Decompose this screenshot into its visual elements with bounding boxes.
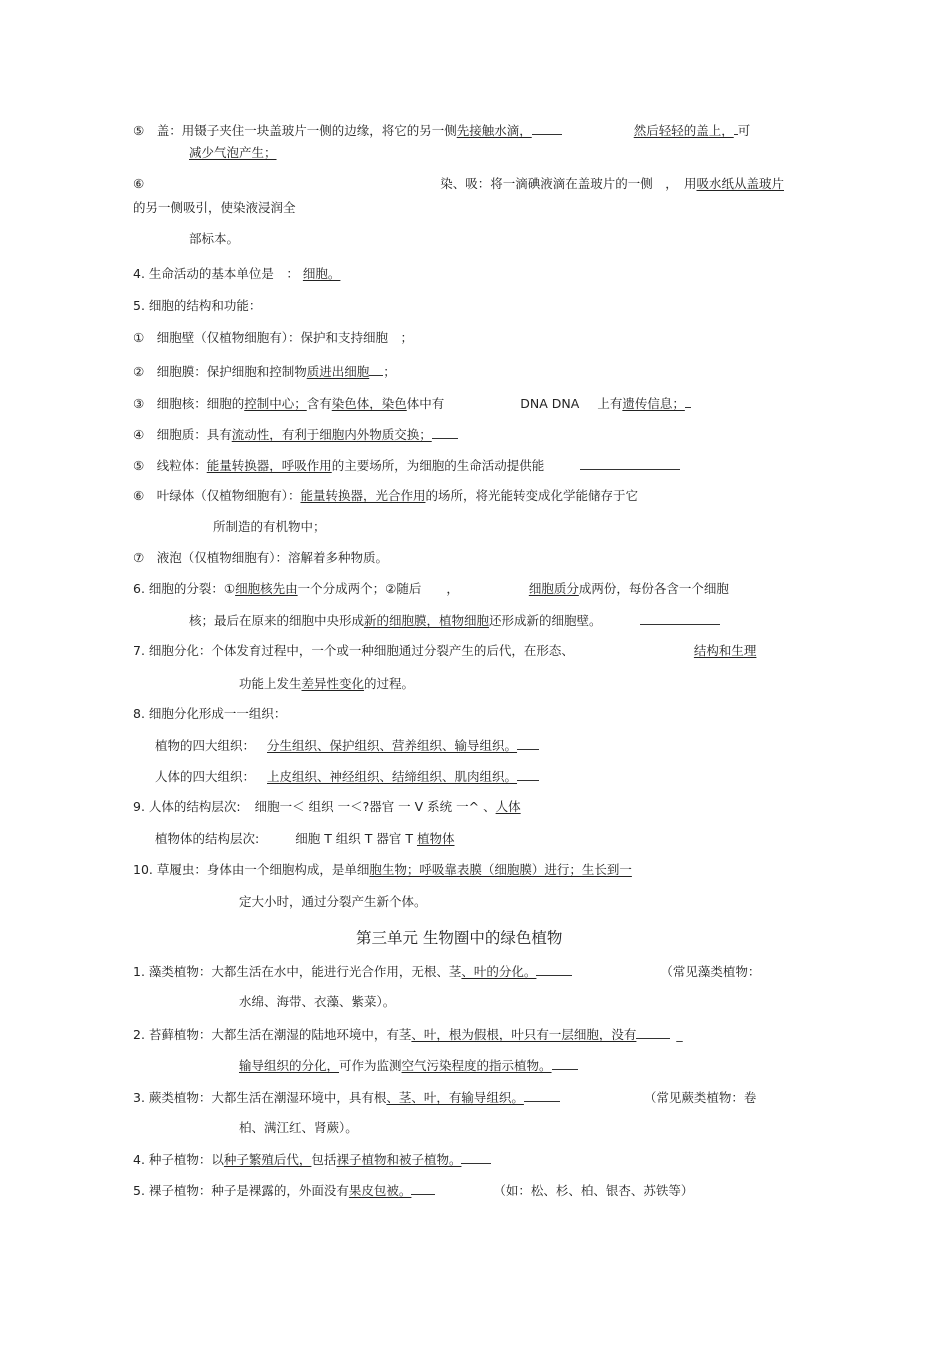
item-8 (133, 706, 286, 722)
item-7-cont (239, 676, 414, 692)
underlined-text: 新的细胞膜，植物细胞 (364, 613, 490, 628)
underlined-text: 质进出细胞 (306, 364, 370, 379)
text: 水绵、海带、衣藻、紫菜）。 (239, 994, 396, 1009)
text: 所制造的有机物中； (213, 519, 326, 534)
item-10-cont (239, 894, 427, 910)
text: 3. 蕨类植物：大都生活在潮湿环境中，具有根 (133, 1090, 387, 1105)
underlined-text: 、茎、叶，有输导组织。 (386, 1090, 524, 1105)
item-9-plant (155, 831, 454, 847)
underlined-text: 分生组织、保护组织、营养组织、输导组织。 (267, 738, 518, 753)
unit3-item-4 (133, 1151, 491, 1168)
text: 8. 细胞分化形成一一组织： (133, 706, 287, 721)
answer-blank (636, 1026, 670, 1039)
text: 部标本。 (189, 231, 240, 246)
unit3-item-2-cont (239, 1057, 578, 1074)
line-step5-cont (189, 145, 277, 161)
text: （常见蕨类植物：卷 (643, 1090, 757, 1105)
item-5-cytoplasm (133, 426, 458, 443)
line-step6-stain (133, 176, 784, 192)
item-7 (133, 643, 756, 659)
text: 细胞一＜ 组织 一＜?器官 一 V 系统 一^ 、 (254, 799, 496, 814)
answer-blank (640, 612, 720, 625)
text: 一个分成两个；②随后 ， (297, 581, 459, 596)
underlined-text: 能量转换器，光合作用 (300, 488, 426, 503)
answer-blank (432, 426, 458, 439)
underlined-text: 遗传信息； (622, 396, 685, 411)
text: 人体的四大组织： (155, 769, 256, 784)
text: 包括 (311, 1152, 337, 1167)
section-title: 第三单元 生物圈中的绿色植物 (356, 929, 563, 947)
item-6 (133, 581, 729, 597)
underlined-text: 控制中心； (244, 396, 307, 411)
text: 9. 人体的结构层次: (133, 799, 241, 814)
text: 7. 细胞分化：个体发育过程中，一个或一种细胞通过分裂产生的后代，在形态、 (133, 643, 574, 658)
item-8-plant-tissues (155, 737, 539, 754)
text: ⑥ 叶绿体（仅植物细胞有）： (133, 488, 301, 503)
underlined-text: 、叶的分化。 (461, 964, 537, 979)
underlined-text: 胞生物；呼吸靠表膜（细胞膜）进行；生长到一 (369, 862, 632, 877)
text: 植物体的结构层次: (155, 831, 260, 846)
text: ④ 细胞质：具有 (133, 427, 232, 442)
underlined-text: 细胞。 (302, 266, 341, 281)
text: ⑤ 线粒体： (133, 458, 207, 473)
answer-blank (411, 1182, 435, 1195)
text: ⑦ 液泡（仅植物细胞有）：溶解着多种物质。 (133, 550, 388, 565)
answer-blank (369, 363, 383, 376)
text: ② 细胞膜：保护细胞和控制物 (133, 364, 307, 379)
item-5-chloroplast-cont (213, 519, 326, 535)
underlined-text: 结构和生理 (693, 643, 757, 658)
item-5 (133, 298, 261, 314)
item-5-chloroplast (133, 488, 638, 504)
text: 定大小时，通过分裂产生新个体。 (239, 894, 427, 909)
text: 植物的四大组织： (155, 738, 256, 753)
text: ⑤ 盖：用镊子夹住一块盖玻片一侧的边缘，将它的另一侧 (133, 123, 457, 138)
underlined-text: 吸水纸从盖玻片 (696, 176, 784, 191)
line-step6-cont (133, 200, 296, 216)
text: 核；最后在原来的细胞中央形成 (189, 613, 365, 628)
text: ⑥ (133, 176, 145, 191)
text: 2. 苔藓植物：大都生活在潮湿的陆地环境中，有茎 (133, 1027, 412, 1042)
underlined-text: 先接触水滴， (456, 123, 532, 138)
underlined-text: 裸子植物和被子植物。 (336, 1152, 462, 1167)
unit3-item-1-cont (239, 994, 395, 1010)
item-6-cont (189, 612, 720, 629)
item-5-mitochondria (133, 457, 680, 474)
unit3-item-5 (133, 1182, 693, 1199)
text: 含有 (306, 396, 332, 411)
text: 上有 (597, 396, 623, 411)
underlined-text: 、叶，根为假根，叶只有一层细胞，没有 (411, 1027, 637, 1042)
underlined-text: 上皮组织、神经组织、结缔组织、肌肉组织。 (267, 769, 518, 784)
answer-blank (517, 768, 539, 781)
text: ③ 细胞核：细胞的 (133, 396, 245, 411)
item-8-human-tissues (155, 768, 539, 785)
text: 5. 裸子植物：种子是裸露的，外面没有 (133, 1183, 349, 1198)
text: ； (383, 364, 396, 379)
answer-blank (580, 457, 680, 470)
text: 5. 细胞的结构和功能： (133, 298, 262, 313)
item-5-cell-membrane (133, 363, 396, 380)
underlined-text: 染色体，染色 (331, 396, 407, 411)
text: DNA DNA (520, 396, 580, 411)
line-step6-cont2 (189, 231, 239, 247)
line-step5-cover (133, 122, 750, 139)
text: ① 细胞壁（仅植物细胞有）：保护和支持细胞 ； (133, 330, 413, 345)
answer-blank (517, 737, 539, 750)
item-10 (133, 862, 632, 878)
text: 的过程。 (364, 676, 415, 691)
answer-blank (536, 963, 572, 976)
unit3-item-3-cont (239, 1120, 358, 1136)
unit3-item-2 (133, 1026, 683, 1043)
text: 可 (737, 123, 751, 138)
text: 4. 种子植物：以 (133, 1152, 224, 1167)
answer-blank (532, 122, 562, 135)
underlined-text: 减少气泡产生； (189, 145, 277, 160)
text: 然后轻轻的盖上， (633, 123, 734, 138)
text: （常见藻类植物： (660, 964, 761, 979)
item-5-cell-wall (133, 330, 413, 346)
item-5-vacuole (133, 550, 388, 566)
text: 还形成新的细胞壁。 (489, 613, 602, 628)
answer-blank (524, 1089, 560, 1102)
text: 功能上发生 (239, 676, 302, 691)
text: 1. 藻类植物：大都生活在水中，能进行光合作用，无根、茎 (133, 964, 462, 979)
text: 的另一侧吸引，使染液浸润全 (133, 200, 296, 215)
text: 的场所，将光能转变成化学能储存于它 (425, 488, 638, 503)
text: 可作为监测 (339, 1058, 402, 1073)
text: 的主要场所，为细胞的生命活动提供能 (331, 458, 545, 473)
answer-blank (461, 1151, 491, 1164)
answer-blank (685, 395, 691, 408)
underlined-text: 差异性变化 (301, 676, 365, 691)
text: （如：松、杉、柏、银杏、苏铁等） (493, 1183, 694, 1198)
item-5-nucleus (133, 395, 691, 412)
text: 染、吸：将一滴碘液滴在盖玻片的一侧 ， 用 (440, 176, 697, 191)
text: 体中有 (406, 396, 445, 411)
text: 柏、满江红、肾蕨）。 (239, 1120, 358, 1135)
text: 细胞 T 组织 T 器官 T (295, 831, 417, 846)
underlined-text: 输导组织的分化， (239, 1058, 340, 1073)
item-4 (133, 266, 340, 282)
underlined-text: 人体 (495, 799, 521, 814)
underlined-text: 细胞质分 (528, 581, 579, 596)
text: 成两份，每份各含一个细胞 (578, 581, 729, 596)
underlined-text: 种子繁殖后代， (223, 1152, 312, 1167)
text: _ (676, 1027, 683, 1042)
underlined-text: 植物体 (416, 831, 455, 846)
text: 6. 细胞的分裂：① (133, 581, 236, 596)
underlined-text: 细胞核先由 (235, 581, 298, 596)
unit3-item-3 (133, 1089, 756, 1106)
text: 10. 草履虫：身体由一个细胞构成，是单细 (133, 862, 370, 877)
answer-blank (552, 1057, 578, 1070)
item-9 (133, 799, 521, 815)
underlined-text: 能量转换器，呼吸作用 (206, 458, 332, 473)
underlined-text: 空气污染程度的指示植物。 (401, 1058, 552, 1073)
text: 4. 生命活动的基本单位是 ： (133, 266, 299, 281)
underlined-text: 流动性，有利于细胞内外物质交换； (231, 427, 432, 442)
underlined-text: 果皮包被。 (348, 1183, 412, 1198)
unit3-item-1 (133, 963, 760, 980)
